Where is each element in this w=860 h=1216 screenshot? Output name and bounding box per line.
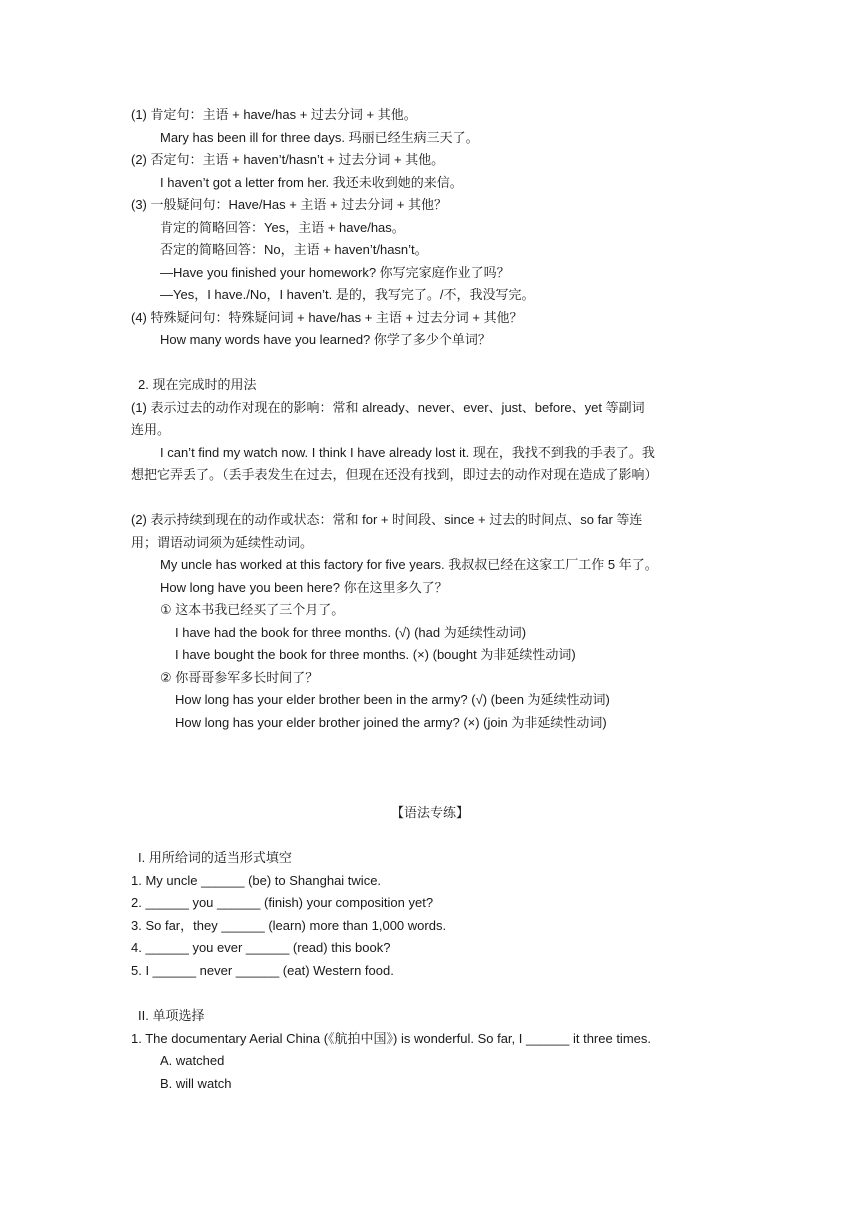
- usage-1-example-line-1: I can’t find my watch now. I think I have already lost it. 现在，我找不到我的手表了。我: [160, 445, 655, 460]
- form-wh-question: (4) 特殊疑问句：特殊疑问词 + have/has + 主语 + 过去分词 + 其他？: [131, 310, 523, 325]
- usage-2-line-1: (2) 表示持续到现在的动作或状态：常和 for + 时间段、since + 过去的时间点、so far 等连: [131, 512, 643, 527]
- usage-2-case-1-correct: I have had the book for three months. (√) (had 为延续性动词): [175, 625, 527, 640]
- choice-question-1: 1. The documentary Aerial China (《航拍中国》) is wonderful. So far, I ______ it three times.: [131, 1031, 651, 1046]
- usage-1-line-2: 连用。: [131, 422, 171, 437]
- example-affirmative: Mary has been ill for three days. 玛丽已经生病三天了。: [160, 130, 479, 145]
- choice-option-b: B. will watch: [160, 1076, 232, 1091]
- practice-title: 【语法专练】: [390, 805, 469, 820]
- usage-1-line-1: (1) 表示过去的动作对现在的影响：常和 already、never、ever、just、before、yet 等副词: [131, 400, 645, 415]
- section-1-heading: I. 用所给词的适当形式填空: [138, 850, 292, 865]
- form-yes-no-question: (3) 一般疑问句：Have/Has + 主语 + 过去分词 + 其他？: [131, 197, 448, 212]
- fill-in-question-3: 3. So far，they ______ (learn) more than 1,000 words.: [131, 918, 447, 933]
- fill-in-question-5: 5. I ______ never ______ (eat) Western food.: [131, 963, 394, 978]
- fill-in-question-1: 1. My uncle ______ (be) to Shanghai twice.: [131, 873, 382, 888]
- dialogue-question: —Have you finished your homework? 你写完家庭作业了吗？: [160, 265, 510, 280]
- form-affirmative: (1) 肯定句：主语 + have/has + 过去分词 + 其他。: [131, 107, 417, 122]
- fill-in-question-4: 4. ______ you ever ______ (read) this book?: [131, 940, 391, 955]
- usage-2-case-1: ① 这本书我已经买了三个月了。: [160, 602, 345, 617]
- example-wh-question: How many words have you learned? 你学了多少个单词？: [160, 332, 491, 347]
- usage-2-case-2-wrong: How long has your elder brother joined the army? (×) (join 为非延续性动词): [175, 715, 607, 730]
- usage-2-case-2: ② 你哥哥参军多长时间了？: [160, 670, 319, 685]
- usage-1-example-line-2: 想把它弄丢了。（丢手表发生在过去，但现在还没有找到，即过去的动作对现在造成了影响）: [131, 467, 658, 482]
- usage-2-case-2-correct: How long has your elder brother been in the army? (√) (been 为延续性动词): [175, 692, 610, 707]
- short-answer-positive: 肯定的简略回答：Yes，主语 + have/has。: [160, 220, 405, 235]
- section-2-heading: II. 单项选择: [138, 1008, 205, 1023]
- usage-heading: 2. 现在完成时的用法: [138, 377, 257, 392]
- usage-2-line-2: 用；谓语动词须为延续性动词。: [131, 535, 314, 550]
- fill-in-question-2: 2. ______ you ______ (finish) your composition yet?: [131, 895, 434, 910]
- choice-option-a: A. watched: [160, 1053, 225, 1068]
- usage-2-example-2: How long have you been here? 你在这里多久了？: [160, 580, 448, 595]
- short-answer-negative: 否定的简略回答：No，主语 + haven’t/hasn’t。: [160, 242, 428, 257]
- usage-2-example-1: My uncle has worked at this factory for five years. 我叔叔已经在这家工厂工作 5 年了。: [160, 557, 658, 572]
- usage-2-case-1-wrong: I have bought the book for three months. (×) (bought 为非延续性动词): [175, 647, 576, 662]
- example-negative: I haven’t got a letter from her. 我还未收到她的来信。: [160, 175, 463, 190]
- form-negative: (2) 否定句：主语 + haven’t/hasn’t + 过去分词 + 其他。: [131, 152, 445, 167]
- dialogue-answer: —Yes，I have./No，I haven’t. 是的，我写完了。/不，我没写完。: [160, 287, 535, 302]
